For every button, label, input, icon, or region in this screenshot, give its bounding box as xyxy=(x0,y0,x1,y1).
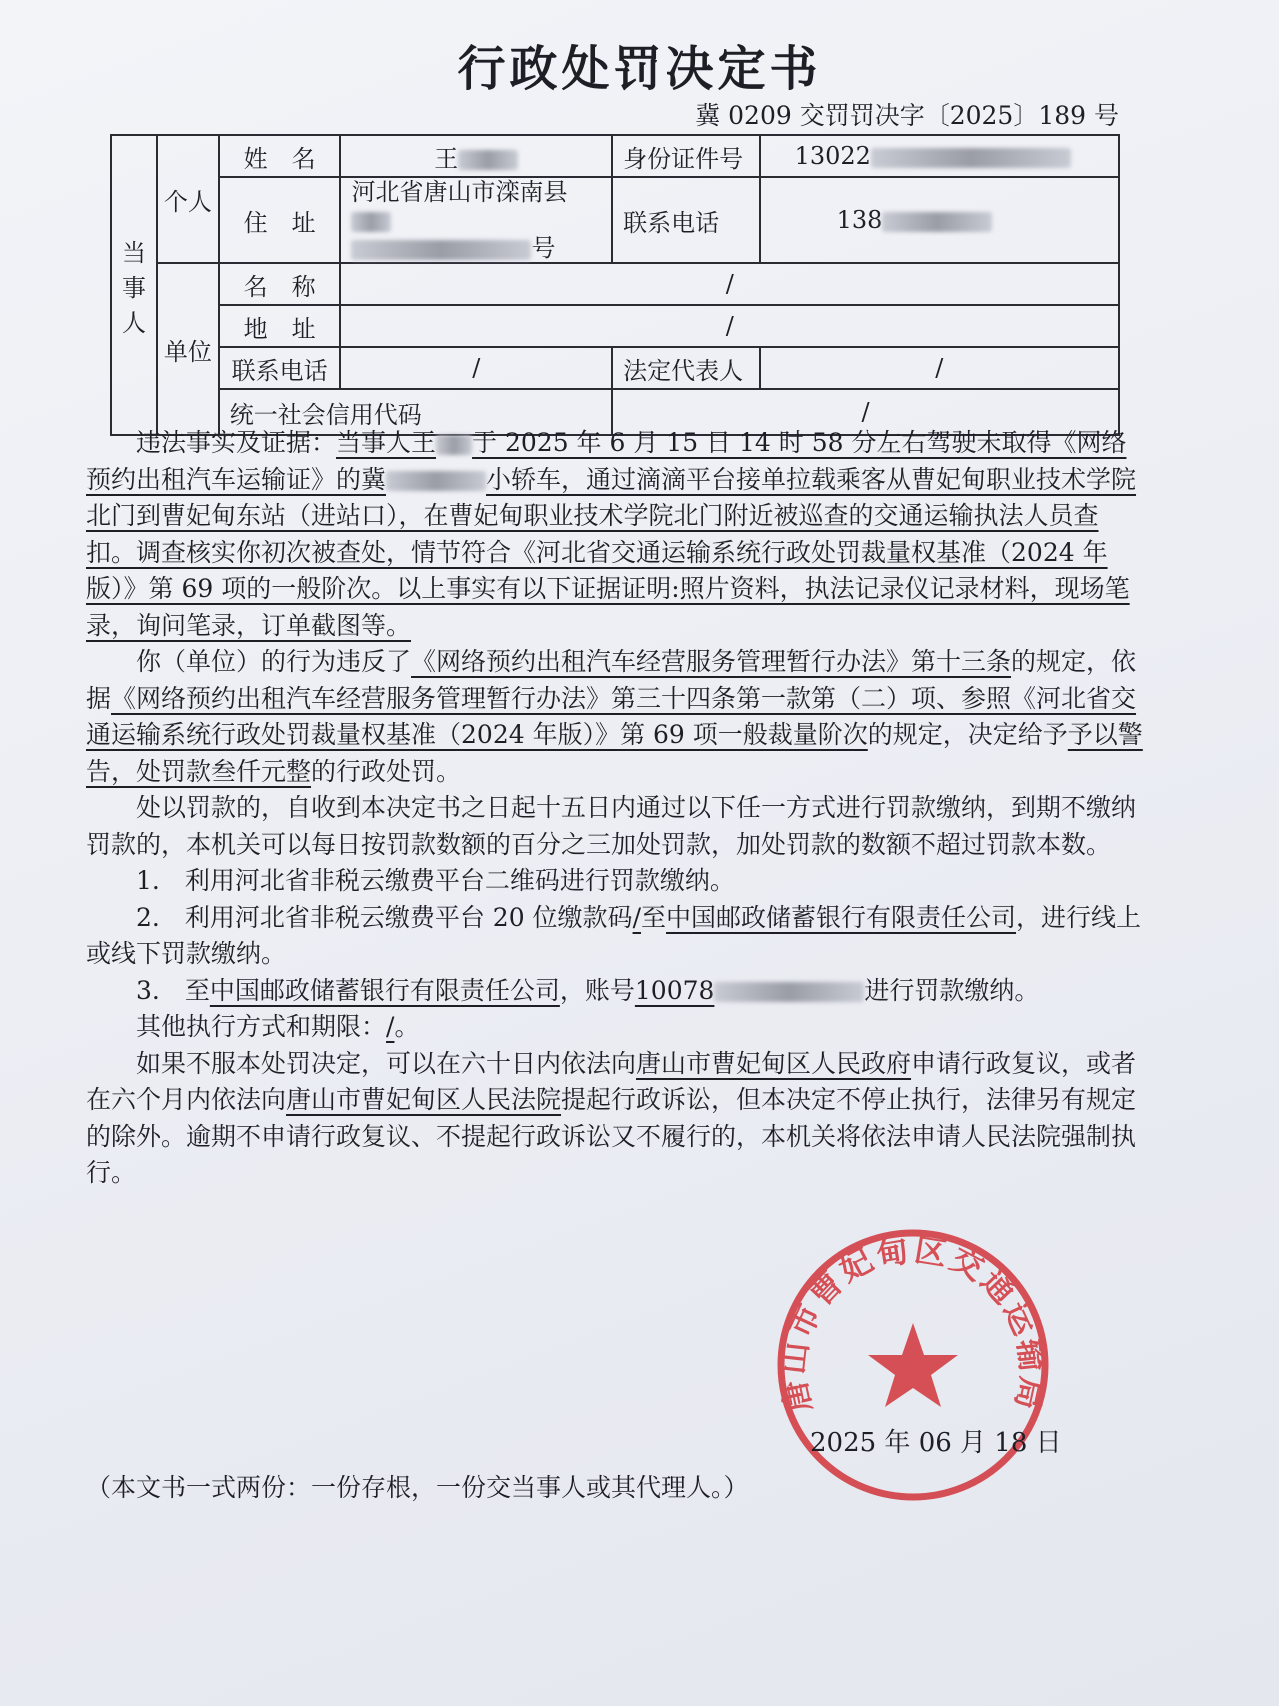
id-label: 身份证件号 xyxy=(612,135,759,177)
address-label: 住 址 xyxy=(219,177,341,263)
party-info-table xyxy=(110,134,1120,436)
account-number: 10078 xyxy=(635,976,865,1005)
payment-code: / xyxy=(632,902,641,932)
phone-value: 138 xyxy=(760,177,1119,263)
unit-address-value: / xyxy=(340,305,1119,347)
redaction-mark xyxy=(882,212,992,232)
party-label: 当事人 xyxy=(111,135,157,435)
redaction-mark xyxy=(351,240,531,260)
legal-rep-label: 法定代表人 xyxy=(612,347,759,389)
unit-phone-label: 联系电话 xyxy=(219,347,341,389)
decision-date: 2025 年 06 月 18 日 xyxy=(810,1428,1062,1458)
document-number: 冀 0209 交罚罚决字〔2025〕189 号 xyxy=(695,101,1119,130)
individual-label: 个人 xyxy=(157,135,219,263)
unit-address-label: 地 址 xyxy=(219,305,341,347)
legal-basis: 《网络预约出租汽车经营服务管理暂行办法》第三十四条第一款第（二）项、参照《河北省交通运输系统行政处罚裁量权基准（2024 年版）》第 69 项一般裁量阶次 xyxy=(86,683,1137,749)
unit-phone-value: / xyxy=(340,347,612,389)
penalty-decision: 予以警告，处罚款叁仟元整 xyxy=(86,720,1143,786)
credit-code-label: 统一社会信用代码 xyxy=(219,389,612,435)
redaction-mark xyxy=(458,150,518,170)
svg-text:唐山市曹妃甸区交通运输局: 唐山市曹妃甸区交通运输局 xyxy=(773,1230,1053,1416)
unit-name-label: 名 称 xyxy=(219,263,341,305)
other-execution: 其他执行方式和期限：/。 xyxy=(136,1012,420,1041)
unit-label: 单位 xyxy=(157,263,219,435)
violation-paragraph: 你（单位）的行为违反了《网络预约出租汽车经营服务管理暂行办法》第十三条的规定，依据《网络预约出租汽车经营服务管理暂行办法》第三十四条第一款第（二）项、参照《河北省交通运输系统行政处罚裁量权基准（2024 年版）》第 69 项一般裁量阶次的规定，决定给予予以警告，处罚款叁仟元整的行政处罚。 xyxy=(86,647,1143,786)
redaction-mark xyxy=(351,212,391,232)
facts-paragraph: 违法事实及证据：当事人王 于 2025 年 6 月 15 日 14 时 58 分左右驾驶未取得《网络预约出租汽车运输证》的冀 小轿车，通过滴滴平台接单拉载乘客从曹妃甸职业技术学院北门到曹妃甸东站（进站口），在曹妃甸职业技术学院北门附近被巡查的交通运输执法人员查扣。调查核实你初次被查处，情节符合《河北省交通运输系统行政处罚裁量权基准（2024 年版）》第 69 项的一般阶次。以上事实有以下证据证明:照片资料，执法记录仪记录材料，现场笔录，询问笔录，订单截图等。 xyxy=(86,428,1137,640)
unit-name-value: / xyxy=(340,263,1119,305)
redaction-mark xyxy=(714,982,864,1002)
redaction-mark xyxy=(871,148,1071,168)
id-value: 13022 xyxy=(760,135,1119,177)
redaction-mark xyxy=(386,471,486,491)
law-violated: 《网络预约出租汽车经营服务管理暂行办法》第十三条 xyxy=(411,647,1012,676)
payment-method-2: 2. 利用河北省非税云缴费平台 20 位缴款码/至中国邮政储蓄银行有限责任公司，进行线上或线下罚款缴纳。 xyxy=(86,902,1142,968)
decision-body xyxy=(86,425,1146,1192)
phone-label: 联系电话 xyxy=(612,177,759,263)
payment-method-3: 3. 至中国邮政储蓄银行有限责任公司，账号10078 进行罚款缴纳。 xyxy=(136,975,1040,1005)
credit-code-value: / xyxy=(612,389,1119,435)
facts-text: 当事人王 于 2025 年 6 月 15 日 14 时 58 分左右驾驶未取得《网络预约出租汽车运输证》的冀 小轿车，通过滴滴平台接单拉载乘客从曹妃甸职业技术学院北门到曹妃甸东站（进站口），在曹妃甸职业技术学院北门附近被巡查的交通运输执法人员查扣。调查核实你初次被查处，情节符合《河北省交通运输系统行政处罚裁量权基准（2024 年版）》第 69 项的一般阶次。以上事实有以下证据证明:照片资料，执法记录仪记录材料，现场笔录，询问笔录，订单截图等。 xyxy=(86,428,1137,640)
legal-rep-value: / xyxy=(760,347,1119,389)
account-bank: 中国邮政储蓄银行有限责任公司 xyxy=(209,975,560,1005)
payment-method-1: 1. 利用河北省非税云缴费平台二维码进行罚款缴纳。 xyxy=(136,866,735,895)
document-title: 行政处罚决定书 xyxy=(457,41,822,97)
review-authority: 唐山市曹妃甸区人民政府 xyxy=(636,1048,912,1078)
litigation-court: 唐山市曹妃甸区人民法院 xyxy=(286,1085,562,1114)
payment-intro: 处以罚款的，自收到本决定书之日起十五日内通过以下任一方式进行罚款缴纳，到期不缴纳罚款的，本机关可以每日按罚款数额的百分之三加处罚款，加处罚款的数额不超过罚款本数。 xyxy=(86,793,1137,859)
redaction-mark xyxy=(436,435,472,455)
official-seal-icon xyxy=(773,1225,1053,1505)
footer-note: （本文书一式两份：一份存根，一份交当事人或其代理人。） xyxy=(86,1473,749,1502)
address-value: 河北省唐山市滦南县 号 xyxy=(340,177,612,263)
name-label: 姓 名 xyxy=(219,135,341,177)
appeal-paragraph: 如果不服本处罚决定，可以在六十日内依法向唐山市曹妃甸区人民政府申请行政复议，或者在六个月内依法向唐山市曹妃甸区人民法院提起行政诉讼，但本决定不停止执行，法律另有规定的除外。逾期不申请行政复议、不提起行政诉讼又不履行的，本机关将依法申请人民法院强制执行。 xyxy=(86,1048,1137,1187)
name-value: 王 xyxy=(340,135,612,177)
payment-bank: 中国邮政储蓄银行有限责任公司 xyxy=(666,902,1017,932)
